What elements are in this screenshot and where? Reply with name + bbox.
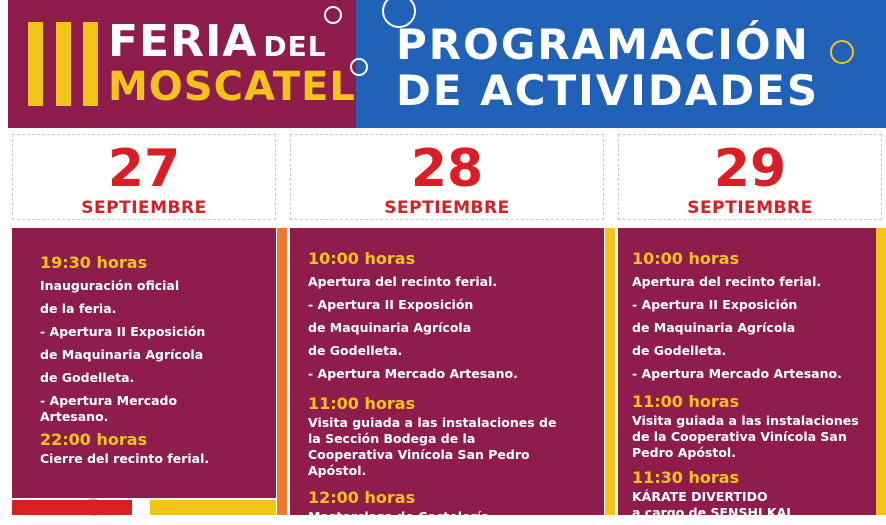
programacion-line1: PROGRAMACIÓN bbox=[396, 20, 810, 69]
event-line: de Maquinaria Agrícola bbox=[632, 320, 796, 335]
moscatel-word: MOSCATEL bbox=[108, 64, 356, 110]
event-time: 11:00 horas bbox=[308, 394, 416, 413]
event-line: Visita guiada a las instalaciones de bbox=[308, 415, 557, 430]
bubble-decoration-icon bbox=[350, 58, 368, 76]
event-time: 12:00 horas bbox=[308, 488, 416, 507]
event-time: 11:00 horas bbox=[632, 392, 740, 411]
event-entry bbox=[40, 429, 276, 467]
event-entry bbox=[308, 248, 604, 385]
programacion-title bbox=[396, 22, 819, 114]
programacion-line2: DE ACTIVIDADES bbox=[396, 66, 820, 115]
orange-strip bbox=[277, 228, 287, 515]
event-entry bbox=[40, 252, 276, 425]
date-month: SEPTIEMBRE bbox=[687, 198, 813, 218]
event-line: a cargo de SENSHI KAI bbox=[632, 505, 791, 520]
event-line: Masterclass de Coctelería bbox=[308, 509, 490, 524]
bubble-decoration-icon bbox=[830, 40, 854, 64]
event-line: Cooperativa Vinícola San Pedro bbox=[308, 447, 530, 462]
event-line: Apertura del recinto ferial. bbox=[308, 274, 498, 289]
event-line: Pedro Apóstol. bbox=[632, 445, 736, 460]
schedule-column-27 bbox=[12, 228, 276, 498]
date-day: 28 bbox=[410, 139, 484, 199]
bottom-bar-red bbox=[12, 500, 132, 515]
event-line: Apertura del recinto ferial. bbox=[632, 274, 822, 289]
event-line: de Godelleta. bbox=[308, 343, 403, 358]
event-line: - Apertura Mercado Artesano. bbox=[308, 366, 518, 381]
date-day: 29 bbox=[713, 139, 787, 199]
feria-del-title bbox=[108, 16, 327, 67]
bubble-decoration-icon bbox=[324, 6, 342, 24]
event-line: de Maquinaria Agrícola bbox=[40, 347, 204, 362]
schedule-column-29 bbox=[618, 228, 876, 520]
event-line: de Godelleta. bbox=[40, 370, 135, 385]
date-box-28 bbox=[290, 134, 604, 220]
event-time: 10:00 horas bbox=[632, 249, 740, 268]
gold-strip bbox=[876, 228, 886, 515]
event-line: la Sección Bodega de la bbox=[308, 431, 476, 446]
event-line: - Apertura II Exposición bbox=[632, 297, 798, 312]
event-time: 19:30 horas bbox=[40, 253, 148, 272]
del-word: DEL bbox=[263, 30, 327, 63]
event-line: Apóstol. bbox=[308, 463, 367, 478]
event-time: 11:30 horas bbox=[632, 468, 740, 487]
event-entry bbox=[308, 487, 604, 525]
event-line: de la feria. bbox=[40, 301, 117, 316]
feria-word: FERIA bbox=[108, 16, 258, 67]
event-line: - Apertura Mercado Artesano. bbox=[632, 366, 842, 381]
gold-strip bbox=[605, 228, 615, 515]
date-box-27 bbox=[12, 134, 276, 220]
event-line: de la Cooperativa Vinícola San bbox=[632, 429, 847, 444]
event-line: - Apertura II Exposición bbox=[308, 297, 474, 312]
roman-numeral-logo bbox=[28, 22, 98, 106]
date-month: SEPTIEMBRE bbox=[81, 198, 207, 218]
date-day: 27 bbox=[107, 139, 181, 199]
event-entry bbox=[308, 393, 604, 479]
date-box-29 bbox=[618, 134, 882, 220]
event-entry bbox=[632, 391, 876, 461]
event-line: Inauguración oficial bbox=[40, 278, 180, 293]
bottom-bar-gold bbox=[150, 500, 276, 515]
event-line: Cierre del recinto ferial. bbox=[40, 451, 210, 466]
event-line: - Apertura II Exposición bbox=[40, 324, 206, 339]
event-line: de Maquinaria Agrícola bbox=[308, 320, 472, 335]
event-entry bbox=[632, 248, 876, 385]
event-line: Artesano. bbox=[40, 409, 109, 424]
event-line: KÁRATE DIVERTIDO bbox=[632, 489, 768, 504]
event-line: Visita guiada a las instalaciones bbox=[632, 413, 859, 428]
event-line: de Godelleta. bbox=[632, 343, 727, 358]
event-line: - Apertura Mercado bbox=[40, 393, 178, 408]
event-entry bbox=[632, 467, 876, 521]
schedule-column-28 bbox=[290, 228, 604, 524]
event-time: 22:00 horas bbox=[40, 430, 148, 449]
event-time: 10:00 horas bbox=[308, 249, 416, 268]
date-month: SEPTIEMBRE bbox=[384, 198, 510, 218]
